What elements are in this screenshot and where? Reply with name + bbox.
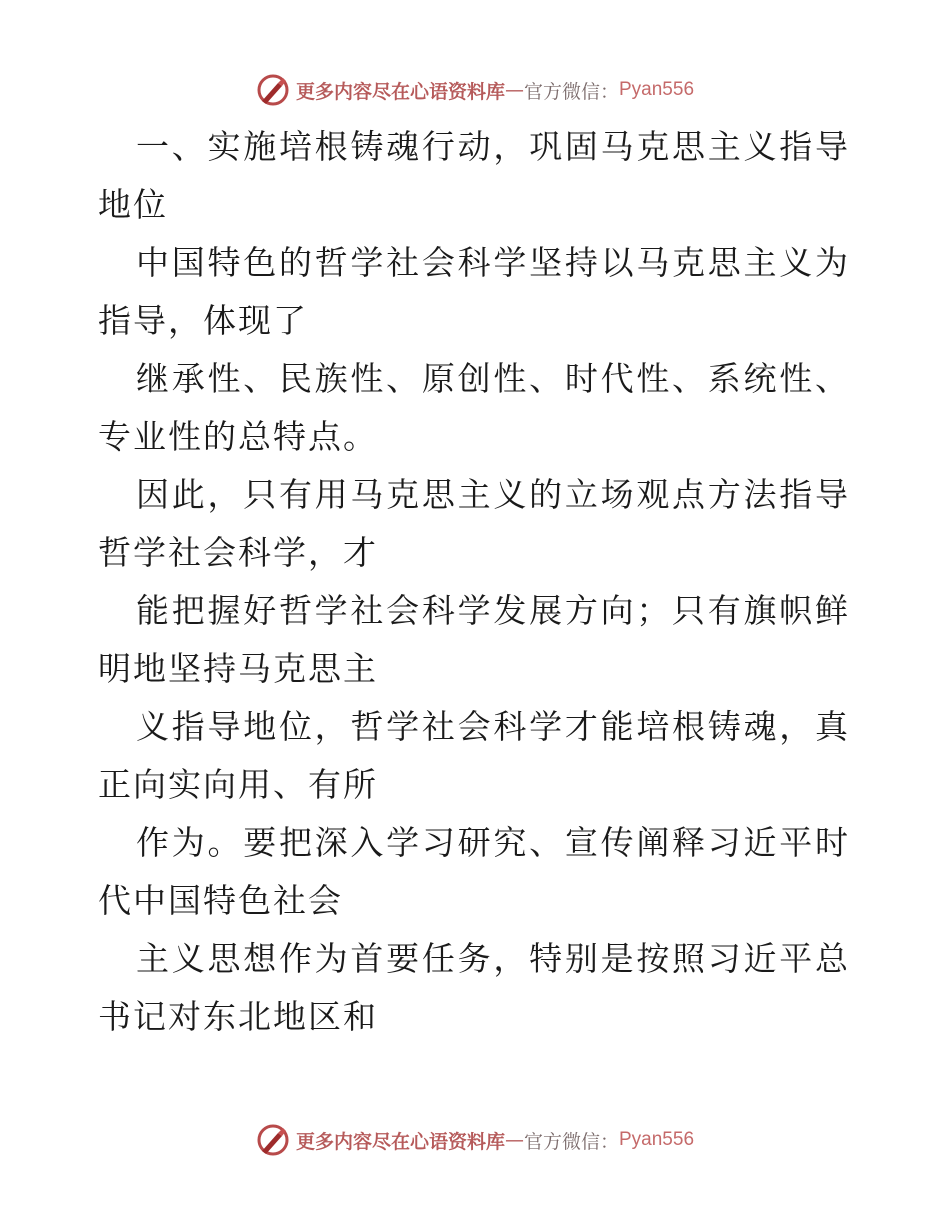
paragraph: 因此，只有用马克思主义的立场观点方法指导哲学社会科学，才 bbox=[98, 475, 850, 572]
paragraph: 继承性、民族性、原创性、时代性、系统性、专业性的总特点。 bbox=[98, 359, 850, 456]
watermark-text: 更多内容尽在心语资料库 bbox=[295, 1130, 505, 1153]
watermark-text: 更多内容尽在心语资料库 bbox=[295, 80, 505, 103]
paragraph: 义指导地位，哲学社会科学才能培根铸魂，真正向实向用、有所 bbox=[98, 707, 850, 804]
footer-watermark bbox=[0, 1120, 950, 1160]
paragraph: 作为。要把深入学习研究、宣传阐释习近平时代中国特色社会 bbox=[98, 823, 850, 920]
paragraph: 主义思想作为首要任务，特别是按照习近平总书记对东北地区和 bbox=[98, 939, 850, 1036]
pen-in-circle-icon bbox=[256, 73, 290, 107]
watermark-separator: — bbox=[504, 79, 524, 101]
paragraph: 能把握好哲学社会科学发展方向；只有旗帜鲜明地坚持马克思主 bbox=[98, 591, 850, 688]
paragraph: 中国特色的哲学社会科学坚持以马克思主义为指导，体现了 bbox=[98, 243, 850, 340]
header-watermark bbox=[0, 70, 950, 110]
pen-in-circle-icon bbox=[256, 1123, 290, 1157]
watermark-label: 官方微信： bbox=[523, 1130, 619, 1153]
paragraph: 一、实施培根铸魂行动，巩固马克思主义指导地位 bbox=[98, 127, 850, 224]
document-body bbox=[98, 118, 850, 1046]
watermark-id: Pyan556 bbox=[619, 1129, 695, 1150]
watermark-id: Pyan556 bbox=[619, 79, 695, 100]
watermark-separator: — bbox=[504, 1129, 524, 1151]
watermark-label: 官方微信： bbox=[523, 80, 619, 103]
